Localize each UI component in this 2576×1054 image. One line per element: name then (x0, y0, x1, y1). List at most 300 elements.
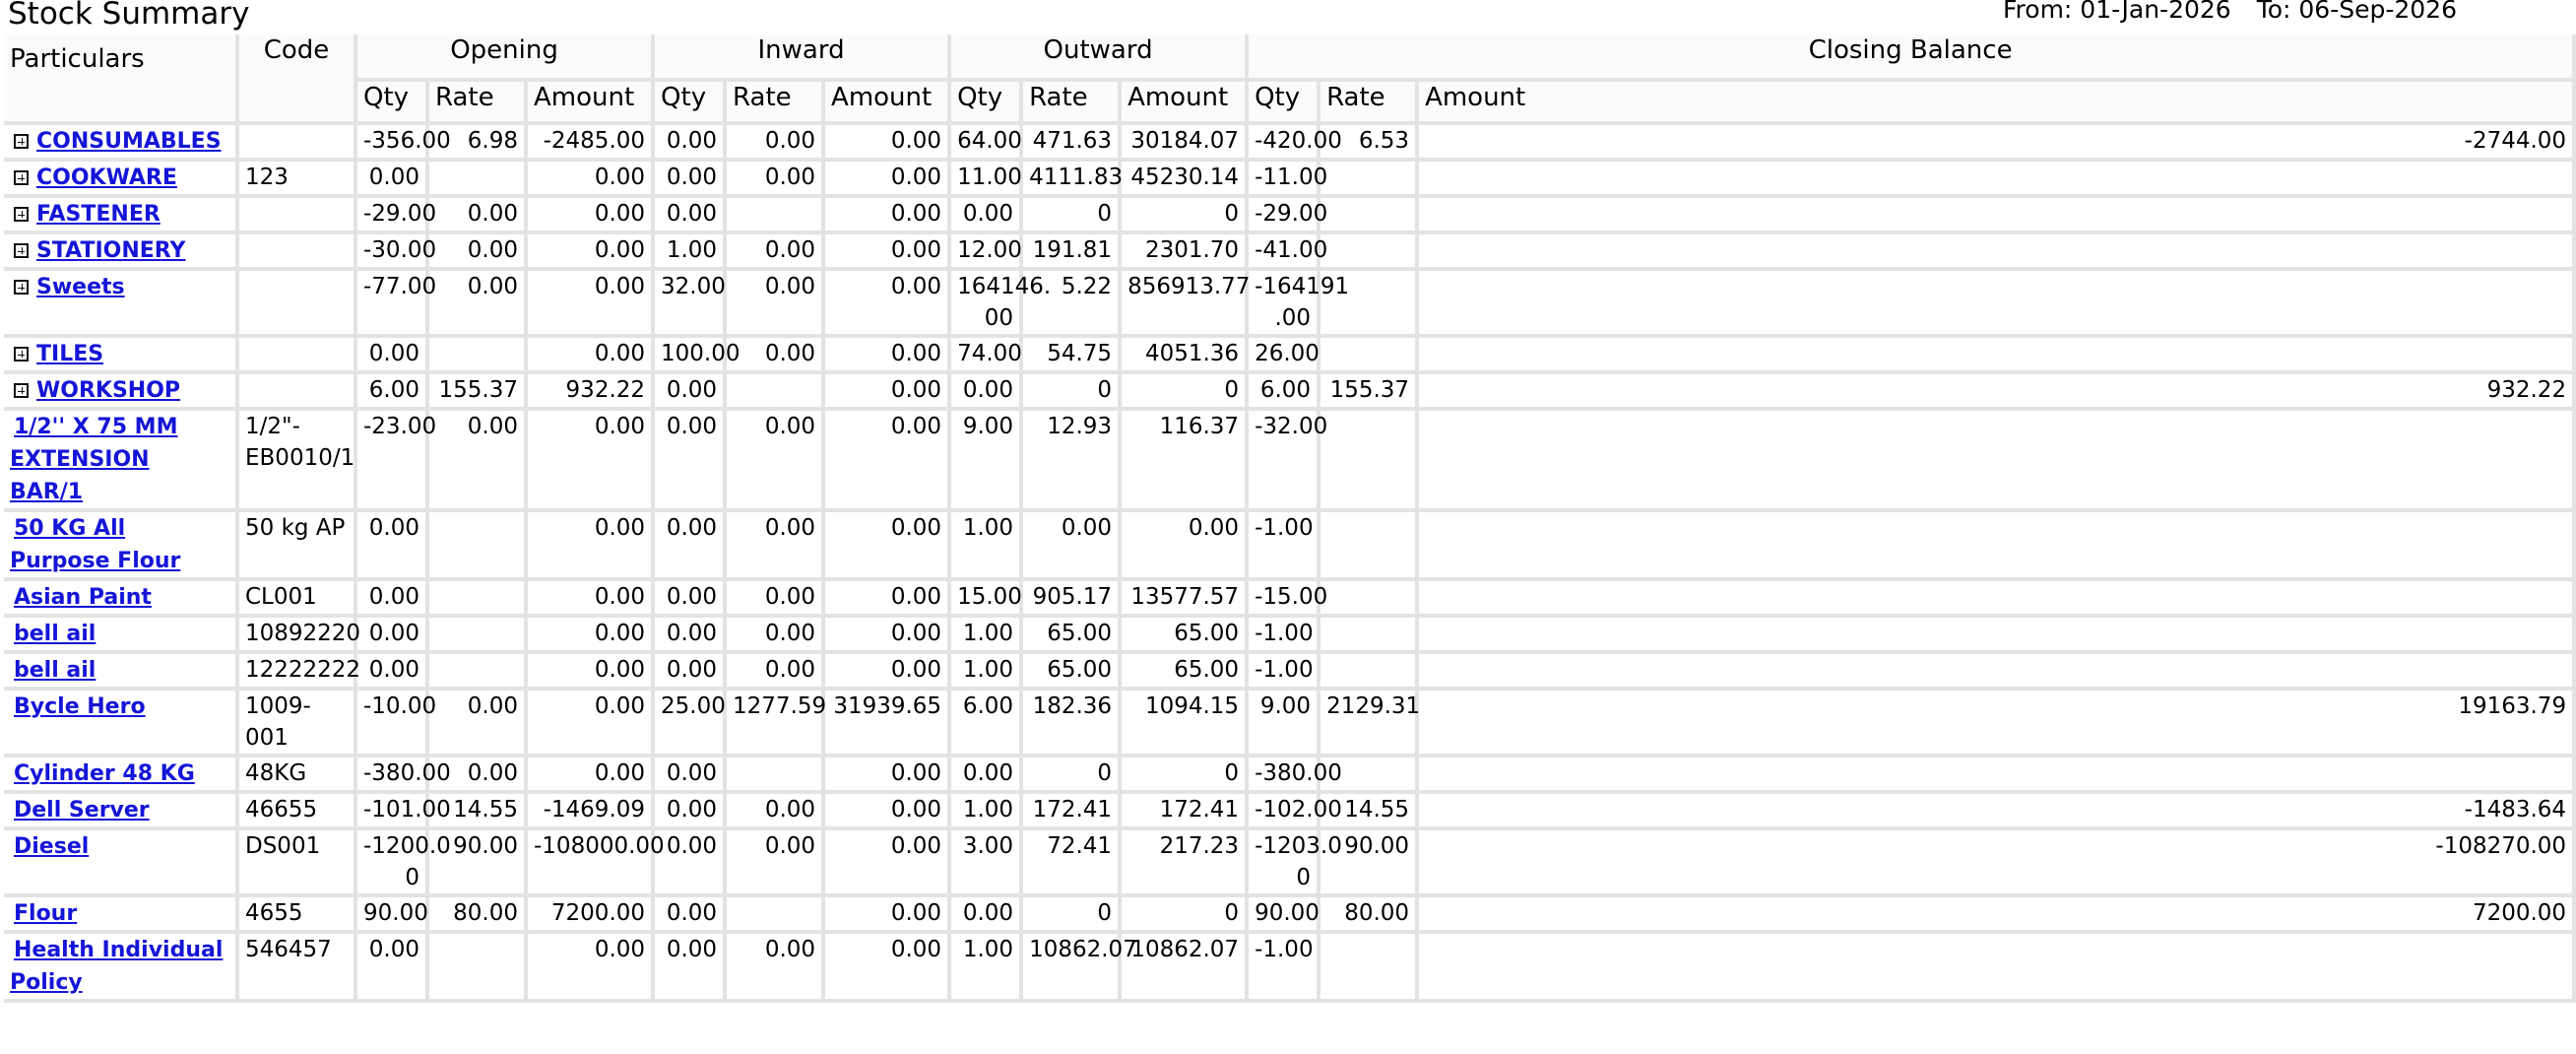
outward-qty-cell: 12.00 (951, 234, 1023, 271)
expand-plus-icon[interactable] (14, 347, 29, 362)
opening-qty-cell: -10.00 (357, 691, 429, 758)
inward-qty-cell: 0.00 (655, 581, 727, 618)
stock-item-link[interactable]: bell ail (14, 658, 97, 683)
opening-rate-cell: 0.00 (429, 691, 528, 758)
opening-rate-cell: 14.55 (429, 794, 528, 830)
closing-amount-cell (1419, 234, 2576, 271)
opening-amount-cell: 0.00 (528, 162, 655, 198)
table-row (4, 897, 2576, 934)
outward-qty-cell: 164146.​00 (951, 271, 1023, 338)
stock-item-link[interactable]: Bycle Hero (14, 694, 146, 719)
table-row (4, 830, 2576, 897)
opening-rate-cell: 80.00 (429, 897, 528, 934)
inward-amount-cell: 0.00 (825, 198, 951, 234)
header-opening: Opening (357, 34, 655, 82)
opening-amount-cell: 0.00 (528, 654, 655, 691)
closing-rate-cell: 155.37 (1320, 374, 1419, 411)
code-cell: 50 kg AP (239, 512, 357, 581)
code-cell (239, 234, 357, 271)
code-cell (239, 198, 357, 234)
stock-group-link[interactable]: TILES (36, 342, 104, 366)
header-outward-amount[interactable]: Amount (1122, 82, 1249, 125)
opening-amount-cell: 0.00 (528, 618, 655, 654)
closing-amount-cell (1419, 934, 2576, 1003)
outward-qty-cell: 9.00 (951, 411, 1023, 512)
closing-qty-cell: -41.00 (1249, 234, 1320, 271)
code-cell: CL001 (239, 581, 357, 618)
outward-qty-cell: 64.00 (951, 125, 1023, 162)
table-row (4, 198, 2576, 234)
table-row (4, 934, 2576, 1003)
outward-amount-cell: 65.00 (1122, 654, 1249, 691)
opening-qty-cell: 0.00 (357, 654, 429, 691)
outward-qty-cell: 1.00 (951, 794, 1023, 830)
opening-rate-cell: 0.00 (429, 198, 528, 234)
inward-rate-cell (727, 758, 825, 794)
stock-group-link[interactable]: FASTENER (36, 202, 161, 227)
code-cell (239, 125, 357, 162)
closing-rate-cell: 2129.31 (1320, 691, 1419, 758)
outward-amount-cell: 172.41 (1122, 794, 1249, 830)
outward-rate-cell: 54.75 (1023, 338, 1122, 374)
stock-group-link[interactable]: WORKSHOP (36, 378, 181, 403)
opening-amount-cell: 0.00 (528, 271, 655, 338)
outward-amount-cell: 0 (1122, 198, 1249, 234)
table-row (4, 162, 2576, 198)
inward-qty-cell: 0.00 (655, 618, 727, 654)
particulars-cell (4, 271, 239, 338)
closing-rate-cell (1320, 581, 1419, 618)
inward-rate-cell: 0.00 (727, 934, 825, 1003)
particulars-cell (4, 758, 239, 794)
opening-rate-cell: 0.00 (429, 411, 528, 512)
code-cell (239, 338, 357, 374)
opening-amount-cell: -1469.09 (528, 794, 655, 830)
closing-rate-cell (1320, 618, 1419, 654)
inward-qty-cell: 32.00 (655, 271, 727, 338)
outward-rate-cell: 191.81 (1023, 234, 1122, 271)
stock-item-link[interactable]: 50 KG All Purpose Flour (10, 516, 181, 573)
opening-rate-cell: 0.00 (429, 234, 528, 271)
outward-amount-cell: 45230.14 (1122, 162, 1249, 198)
inward-amount-cell: 0.00 (825, 125, 951, 162)
table-row (4, 691, 2576, 758)
inward-qty-cell: 0.00 (655, 934, 727, 1003)
closing-qty-cell: -29.00 (1249, 198, 1320, 234)
inward-rate-cell: 0.00 (727, 512, 825, 581)
particulars-cell (4, 581, 239, 618)
outward-amount-cell: 30184.07 (1122, 125, 1249, 162)
outward-rate-cell: 0 (1023, 758, 1122, 794)
outward-rate-cell: 65.00 (1023, 654, 1122, 691)
opening-qty-cell: -23.00 (357, 411, 429, 512)
opening-rate-cell (429, 338, 528, 374)
closing-rate-cell (1320, 162, 1419, 198)
inward-rate-cell: 0.00 (727, 618, 825, 654)
table-row (4, 271, 2576, 338)
particulars-cell (4, 691, 239, 758)
closing-qty-cell: -1.00 (1249, 654, 1320, 691)
inward-rate-cell: 0.00 (727, 125, 825, 162)
inward-rate-cell: 0.00 (727, 654, 825, 691)
closing-qty-cell: -1.00 (1249, 934, 1320, 1003)
stock-item-link[interactable]: Asian Paint (14, 585, 152, 610)
header-code[interactable]: Code (239, 34, 357, 125)
closing-rate-cell: 6.53 (1320, 125, 1419, 162)
closing-amount-cell: 932.22 (1419, 374, 2576, 411)
expand-plus-icon[interactable] (14, 280, 29, 295)
table-row (4, 512, 2576, 581)
stock-item-link[interactable]: 1/2'' X 75 MM EXTENSION BAR/1 (10, 415, 178, 504)
header-outward-rate[interactable]: Rate (1023, 82, 1122, 125)
closing-qty-cell: -15.00 (1249, 581, 1320, 618)
code-cell (239, 271, 357, 338)
header-closing-amount[interactable]: Amount (1419, 82, 2576, 125)
outward-rate-cell: 0 (1023, 897, 1122, 934)
outward-qty-cell: 6.00 (951, 691, 1023, 758)
outward-amount-cell: 13577.57 (1122, 581, 1249, 618)
opening-amount-cell: 932.22 (528, 374, 655, 411)
code-cell: 4655 (239, 897, 357, 934)
opening-qty-cell: 0.00 (357, 618, 429, 654)
opening-amount-cell: 0.00 (528, 411, 655, 512)
inward-qty-cell: 0.00 (655, 198, 727, 234)
code-cell: 10892220 (239, 618, 357, 654)
outward-qty-cell: 0.00 (951, 897, 1023, 934)
inward-rate-cell: 0.00 (727, 830, 825, 897)
opening-rate-cell: 90.00 (429, 830, 528, 897)
opening-qty-cell: -380.00 (357, 758, 429, 794)
outward-amount-cell: 856913.77 (1122, 271, 1249, 338)
expand-plus-icon[interactable] (14, 207, 29, 222)
closing-qty-cell: -164191​.00 (1249, 271, 1320, 338)
inward-rate-cell (727, 198, 825, 234)
inward-amount-cell: 31939.65 (825, 691, 951, 758)
inward-rate-cell: 0.00 (727, 338, 825, 374)
opening-qty-cell: 6.00 (357, 374, 429, 411)
inward-rate-cell: 0.00 (727, 234, 825, 271)
outward-qty-cell: 0.00 (951, 758, 1023, 794)
particulars-cell (4, 234, 239, 271)
particulars-cell (4, 618, 239, 654)
outward-amount-cell: 10862.07 (1122, 934, 1249, 1003)
particulars-cell (4, 897, 239, 934)
inward-qty-cell: 0.00 (655, 897, 727, 934)
closing-rate-cell: 80.00 (1320, 897, 1419, 934)
inward-amount-cell: 0.00 (825, 338, 951, 374)
particulars-cell (4, 654, 239, 691)
opening-rate-cell (429, 512, 528, 581)
opening-qty-cell: 90.00 (357, 897, 429, 934)
inward-rate-cell: 0.00 (727, 162, 825, 198)
closing-amount-cell (1419, 512, 2576, 581)
inward-rate-cell: 0.00 (727, 271, 825, 338)
stock-group-link[interactable]: STATIONERY (36, 238, 186, 263)
code-cell: 1/2"-EB0010/1 (239, 411, 357, 512)
outward-rate-cell: 905.17 (1023, 581, 1122, 618)
opening-qty-cell: -77.00 (357, 271, 429, 338)
particulars-cell (4, 162, 239, 198)
outward-amount-cell: 116.37 (1122, 411, 1249, 512)
header-outward: Outward (951, 34, 1249, 82)
outward-qty-cell: 74.00 (951, 338, 1023, 374)
inward-amount-cell: 0.00 (825, 411, 951, 512)
outward-rate-cell: 471.63 (1023, 125, 1122, 162)
opening-amount-cell: 0.00 (528, 338, 655, 374)
opening-rate-cell (429, 934, 528, 1003)
header-inward-amount[interactable]: Amount (825, 82, 951, 125)
header-closing-qty[interactable]: Qty (1249, 82, 1320, 125)
stock-group-link[interactable]: CONSUMABLES (36, 129, 222, 154)
closing-amount-cell (1419, 338, 2576, 374)
stock-item-link[interactable]: Flour (14, 901, 78, 926)
closing-rate-cell (1320, 234, 1419, 271)
closing-qty-cell: 90.00 (1249, 897, 1320, 934)
closing-qty-cell: 9.00 (1249, 691, 1320, 758)
particulars-cell (4, 338, 239, 374)
period-to: To: 06-Sep-2026 (2256, 0, 2457, 24)
closing-qty-cell: -420.00 (1249, 125, 1320, 162)
closing-amount-cell: -108270.00 (1419, 830, 2576, 897)
opening-amount-cell: 0.00 (528, 758, 655, 794)
expand-plus-icon[interactable] (14, 170, 29, 185)
inward-qty-cell: 0.00 (655, 758, 727, 794)
closing-amount-cell: -1483.64 (1419, 794, 2576, 830)
code-cell (239, 374, 357, 411)
inward-amount-cell: 0.00 (825, 162, 951, 198)
opening-qty-cell: 0.00 (357, 162, 429, 198)
header-inward-qty[interactable]: Qty (655, 82, 727, 125)
outward-amount-cell: 1094.15 (1122, 691, 1249, 758)
closing-amount-cell (1419, 271, 2576, 338)
inward-rate-cell: 1277.59 (727, 691, 825, 758)
opening-amount-cell: -2485.00 (528, 125, 655, 162)
stock-item-link[interactable]: bell ail (14, 622, 97, 646)
closing-amount-cell: 7200.00 (1419, 897, 2576, 934)
closing-qty-cell: 6.00 (1249, 374, 1320, 411)
header-closing-rate[interactable]: Rate (1320, 82, 1419, 125)
closing-rate-cell (1320, 411, 1419, 512)
closing-rate-cell (1320, 654, 1419, 691)
inward-amount-cell: 0.00 (825, 897, 951, 934)
opening-qty-cell: -356.00 (357, 125, 429, 162)
particulars-cell (4, 794, 239, 830)
inward-amount-cell: 0.00 (825, 934, 951, 1003)
outward-rate-cell: 5.22 (1023, 271, 1122, 338)
inward-amount-cell: 0.00 (825, 654, 951, 691)
closing-qty-cell: -1.00 (1249, 512, 1320, 581)
outward-rate-cell: 0 (1023, 374, 1122, 411)
closing-rate-cell (1320, 338, 1419, 374)
outward-rate-cell: 4111.83 (1023, 162, 1122, 198)
inward-rate-cell (727, 897, 825, 934)
stock-item-link[interactable]: Diesel (14, 834, 90, 859)
expand-plus-icon[interactable] (14, 134, 29, 149)
inward-amount-cell: 0.00 (825, 234, 951, 271)
header-opening-qty[interactable]: Qty (357, 82, 429, 125)
outward-rate-cell: 10862.07 (1023, 934, 1122, 1003)
particulars-cell (4, 934, 239, 1003)
outward-amount-cell: 0 (1122, 374, 1249, 411)
header-opening-amount[interactable]: Amount (528, 82, 655, 125)
inward-amount-cell: 0.00 (825, 512, 951, 581)
inward-amount-cell: 0.00 (825, 830, 951, 897)
opening-rate-cell: 6.98 (429, 125, 528, 162)
opening-amount-cell: 0.00 (528, 234, 655, 271)
closing-qty-cell: -32.00 (1249, 411, 1320, 512)
inward-qty-cell: 0.00 (655, 794, 727, 830)
opening-rate-cell: 155.37 (429, 374, 528, 411)
particulars-cell (4, 198, 239, 234)
outward-amount-cell: 0 (1122, 758, 1249, 794)
inward-amount-cell: 0.00 (825, 794, 951, 830)
outward-qty-cell: 1.00 (951, 512, 1023, 581)
inward-qty-cell: 0.00 (655, 374, 727, 411)
closing-qty-cell: -1.00 (1249, 618, 1320, 654)
expand-plus-icon[interactable] (14, 243, 29, 258)
inward-rate-cell: 0.00 (727, 411, 825, 512)
table-row (4, 794, 2576, 830)
header-inward-rate[interactable]: Rate (727, 82, 825, 125)
outward-amount-cell: 4051.36 (1122, 338, 1249, 374)
code-cell: DS001 (239, 830, 357, 897)
outward-rate-cell: 182.36 (1023, 691, 1122, 758)
inward-amount-cell: 0.00 (825, 271, 951, 338)
opening-rate-cell (429, 162, 528, 198)
inward-amount-cell: 0.00 (825, 758, 951, 794)
opening-qty-cell: -30.00 (357, 234, 429, 271)
opening-amount-cell: 0.00 (528, 512, 655, 581)
stock-item-link[interactable]: Dell Server (14, 798, 150, 823)
closing-amount-cell (1419, 618, 2576, 654)
opening-amount-cell: 0.00 (528, 198, 655, 234)
inward-qty-cell: 1.00 (655, 234, 727, 271)
code-cell: 12222222 (239, 654, 357, 691)
stock-summary-table (4, 34, 2576, 1003)
particulars-cell (4, 411, 239, 512)
header-closing-balance: Closing Balance (1249, 34, 2576, 82)
outward-qty-cell: 1.00 (951, 654, 1023, 691)
opening-qty-cell: 0.00 (357, 512, 429, 581)
code-cell: 48KG (239, 758, 357, 794)
code-cell: 1009-001 (239, 691, 357, 758)
closing-amount-cell (1419, 654, 2576, 691)
table-row (4, 411, 2576, 512)
particulars-cell (4, 374, 239, 411)
opening-rate-cell: 0.00 (429, 271, 528, 338)
code-cell: 546457 (239, 934, 357, 1003)
code-cell: 46655 (239, 794, 357, 830)
opening-rate-cell (429, 618, 528, 654)
stock-group-link[interactable]: COOKWARE (36, 165, 177, 190)
outward-rate-cell: 0.00 (1023, 512, 1122, 581)
outward-qty-cell: 0.00 (951, 198, 1023, 234)
inward-rate-cell (727, 374, 825, 411)
outward-rate-cell: 0 (1023, 198, 1122, 234)
particulars-cell (4, 125, 239, 162)
opening-amount-cell: -108000.00 (528, 830, 655, 897)
closing-qty-cell: -11.00 (1249, 162, 1320, 198)
header-inward: Inward (655, 34, 951, 82)
table-row (4, 654, 2576, 691)
closing-qty-cell: -1203.0​0 (1249, 830, 1320, 897)
outward-rate-cell: 172.41 (1023, 794, 1122, 830)
closing-rate-cell: 14.55 (1320, 794, 1419, 830)
outward-amount-cell: 2301.70 (1122, 234, 1249, 271)
opening-rate-cell (429, 654, 528, 691)
opening-qty-cell: 0.00 (357, 581, 429, 618)
opening-amount-cell: 0.00 (528, 691, 655, 758)
inward-qty-cell: 25.00 (655, 691, 727, 758)
closing-amount-cell (1419, 758, 2576, 794)
inward-qty-cell: 100.00 (655, 338, 727, 374)
closing-qty-cell: -380.00 (1249, 758, 1320, 794)
inward-qty-cell: 0.00 (655, 654, 727, 691)
closing-amount-cell (1419, 411, 2576, 512)
opening-qty-cell: 0.00 (357, 338, 429, 374)
outward-amount-cell: 65.00 (1122, 618, 1249, 654)
stock-item-link[interactable]: Cylinder 48 KG (14, 761, 195, 786)
table-row (4, 374, 2576, 411)
header-particulars[interactable]: Particulars (4, 34, 239, 125)
closing-rate-cell (1320, 512, 1419, 581)
closing-amount-cell (1419, 198, 2576, 234)
closing-rate-cell (1320, 934, 1419, 1003)
outward-rate-cell: 72.41 (1023, 830, 1122, 897)
outward-rate-cell: 12.93 (1023, 411, 1122, 512)
outward-qty-cell: 1.00 (951, 934, 1023, 1003)
opening-qty-cell: 0.00 (357, 934, 429, 1003)
opening-amount-cell: 7200.00 (528, 897, 655, 934)
outward-amount-cell: 217.23 (1122, 830, 1249, 897)
table-row (4, 338, 2576, 374)
outward-qty-cell: 0.00 (951, 374, 1023, 411)
particulars-cell (4, 830, 239, 897)
inward-rate-cell: 0.00 (727, 794, 825, 830)
expand-plus-icon[interactable] (14, 383, 29, 398)
inward-amount-cell: 0.00 (825, 374, 951, 411)
inward-qty-cell: 0.00 (655, 512, 727, 581)
inward-qty-cell: 0.00 (655, 830, 727, 897)
inward-qty-cell: 0.00 (655, 125, 727, 162)
outward-amount-cell: 0.00 (1122, 512, 1249, 581)
outward-qty-cell: 11.00 (951, 162, 1023, 198)
header-opening-rate[interactable]: Rate (429, 82, 528, 125)
table-row (4, 618, 2576, 654)
inward-amount-cell: 0.00 (825, 581, 951, 618)
closing-rate-cell: 90.00 (1320, 830, 1419, 897)
table-row (4, 125, 2576, 162)
opening-rate-cell: 0.00 (429, 758, 528, 794)
closing-amount-cell: 19163.79 (1419, 691, 2576, 758)
outward-rate-cell: 65.00 (1023, 618, 1122, 654)
outward-qty-cell: 15.00 (951, 581, 1023, 618)
closing-amount-cell: -2744.00 (1419, 125, 2576, 162)
table-row (4, 234, 2576, 271)
stock-group-link[interactable]: Sweets (36, 275, 125, 299)
particulars-cell (4, 512, 239, 581)
report-period (2003, 0, 2457, 28)
inward-qty-cell: 0.00 (655, 162, 727, 198)
outward-qty-cell: 3.00 (951, 830, 1023, 897)
closing-qty-cell: 26.00 (1249, 338, 1320, 374)
opening-qty-cell: -101.00 (357, 794, 429, 830)
closing-qty-cell: -102.00 (1249, 794, 1320, 830)
stock-item-link[interactable]: Health Individual Policy (10, 938, 224, 995)
code-cell: 123 (239, 162, 357, 198)
header-outward-qty[interactable]: Qty (951, 82, 1023, 125)
closing-amount-cell (1419, 581, 2576, 618)
